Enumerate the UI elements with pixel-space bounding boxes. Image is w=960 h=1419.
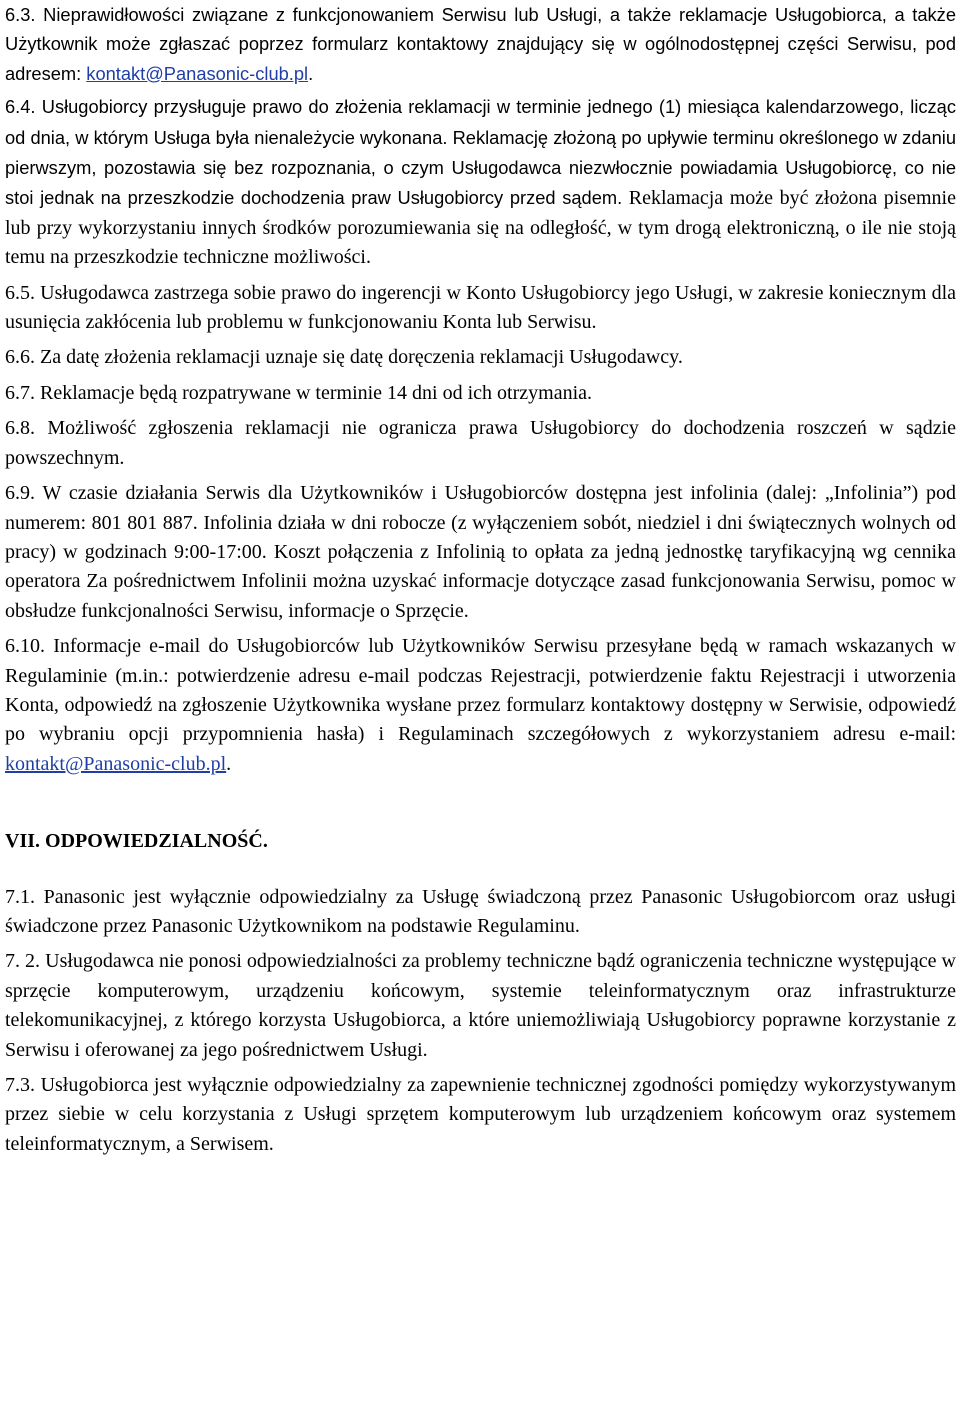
contact-email-link[interactable]: kontakt@Panasonic-club.pl xyxy=(86,62,309,84)
paragraph-6-4-part-b: Reklamację złożoną po upływie terminu określonego w zdaniu pierwszym, pozostawia się bez rozpoznania, o czym Usługodawca niezwłocznie powiadamia Usługobiorcę, co nie stoi jednak na przeszkodzie dochodzenia praw Usługobiorcy przed sądem. xyxy=(5,126,956,209)
paragraph-6-3 xyxy=(5,0,956,88)
contact-email-link-2[interactable]: kontakt@Panasonic-club.pl xyxy=(5,752,227,775)
paragraph-7-1: 7.1. Panasonic jest wyłącznie odpowiedzialny za Usługę świadczoną przez Panasonic Usługobiorcom oraz usługi świadczone przez Panasonic Użytkownikom na podstawie Regulaminu. xyxy=(5,885,956,937)
paragraph-6-4-part-c: Reklamacja może być złożona pisemnie lub przy wykorzystaniu innych środków porozumiewania się na odległość, w tym drogą elektroniczną, o ile nie stoją temu na przeszkodzie techniczne możliwości. xyxy=(5,187,956,269)
paragraph-6-7: 6.7. Reklamacje będą rozpatrywane w terminie 14 dni od ich otrzymania. xyxy=(5,381,593,404)
paragraph-6-4 xyxy=(5,92,956,272)
paragraph-6-10-end: . xyxy=(226,752,232,775)
paragraph-7-3: 7.3. Usługobiorca jest wyłącznie odpowiedzialny za zapewnienie technicznej zgodności pomiędzy wykorzystywanym przez siebie w celu korzystania z Usługi sprzętem komputerowym lub urządzeniem końcowym oraz systemem teleinformatycznym, a Serwisem. xyxy=(5,1074,956,1155)
paragraph-6-5: 6.5. Usługodawca zastrzega sobie prawo do ingerencji w Konto Usługobiorcy jego Usługi, w zakresie koniecznym dla usunięcia zakłócenia lub problemu w funkcjonowaniu Konta lub Serwisu. xyxy=(5,281,956,334)
paragraph-6-3-end: . xyxy=(308,62,314,84)
paragraph-6-8: 6.8. Możliwość zgłoszenia reklamacji nie ogranicza prawa Usługobiorcy do dochodzenia roszczeń w sądzie powszechnym. xyxy=(5,417,956,469)
paragraph-6-10 xyxy=(5,632,956,779)
paragraph-6-3-text: 6.3. Nieprawidłowości związane z funkcjonowaniem Serwisu lub Usługi, a także reklamacje Usługobiorca, a także Użytkownik może zgłaszać poprzez formularz kontaktowy znajdujący się w ogólnodostępnej części Serwisu, pod adresem: xyxy=(5,4,956,84)
paragraph-6-6: 6.6. Za datę złożenia reklamacji uznaje się datę doręczenia reklamacji Usługodawcy. xyxy=(5,346,683,369)
section-heading-vii: VII. ODPOWIEDZIALNOŚĆ. xyxy=(5,830,268,853)
paragraph-6-9: 6.9. W czasie działania Serwis dla Użytkowników i Usługobiorców dostępna jest infolinia (dalej: „Infolinia”) pod numerem: 801 801 887. Infolinia działa w dni robocze (z wyłączeniem sobót, niedziel i dni świątecznych wolnych od pracy) w godzinach 9:00-17:00. Koszt połączenia z Infolinią to opłata za jedną jednostkę taryfikacyjną wg cennika operatora Za pośrednictwem Infolinii można uzyskać informacje dotyczące zasad funkcjonowania Serwisu, pomoc w obsłudze funkcjonalności Serwisu, informacje o Sprzęcie. xyxy=(5,482,956,622)
paragraph-6-4-part-a: 6.4. Usługobiorcy przysługuje prawo do złożenia reklamacji w terminie jednego (1) miesiąca kalendarzowego, licząc od dnia, w którym Usługa była nienależycie wykonana. xyxy=(5,96,956,148)
paragraph-6-10-text: 6.10. Informacje e-mail do Usługobiorców lub Użytkowników Serwisu przesyłane będą w ramach wskazanych w Regulaminie (m.in.: potwierdzenie adresu e-mail podczas Rejestracji, potwierdzenie faktu Rejestracji i utworzenia Konta, odpowiedź na zgłoszenie Użytkownika wysłane przez formularz kontaktowy dostępny w Serwisie, odpowiedź po wybraniu opcji przypomnienia hasła) i Regulaminach szczegółowych z wykorzystaniem adresu e-mail: xyxy=(5,635,956,746)
paragraph-7-2: 7. 2. Usługodawca nie ponosi odpowiedzialności za problemy techniczne bądź ograniczenia techniczne występujące w sprzęcie komputerowym, urządzeniu końcowym, systemie teleinformatycznym oraz infrastrukturze telekomunikacyjnej, z którego korzysta Usługobiorca, a które uniemożliwiają Usługobiorcy poprawne korzystanie z Serwisu i oferowanej za jego pośrednictwem Usługi. xyxy=(5,950,956,1061)
